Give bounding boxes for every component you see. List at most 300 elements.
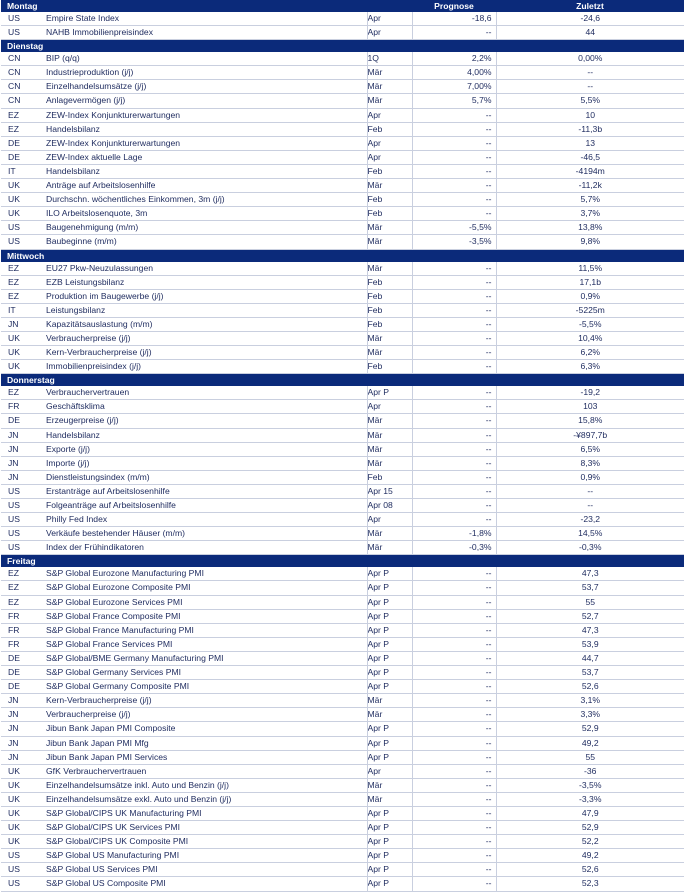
period: Apr P [367,722,412,736]
country-code: DE [1,414,39,428]
last-value: -5225m [496,303,684,317]
last-value: 13 [496,136,684,150]
last-value: -23,2 [496,513,684,527]
last-value: -11,3b [496,122,684,136]
forecast-value: 5,7% [412,94,496,108]
last-value: 3,1% [496,694,684,708]
country-code: US [1,541,39,555]
country-code: EZ [1,275,39,289]
indicator-name: Einzelhandelsumsätze (j/j) [39,80,367,94]
indicator-name: Kern-Verbraucherpreise (j/j) [39,694,367,708]
period: Apr [367,400,412,414]
indicator-name: Jibun Bank Japan PMI Mfg [39,736,367,750]
forecast-value: -- [412,736,496,750]
forecast-value: -- [412,581,496,595]
table-row [1,877,684,891]
period: Mär [367,778,412,792]
indicator-name: Erzeugerpreise (j/j) [39,414,367,428]
indicator-name: S&P Global Germany Composite PMI [39,680,367,694]
last-value: 6,5% [496,442,684,456]
period: Feb [367,289,412,303]
day-header [1,374,684,387]
country-code: US [1,499,39,513]
indicator-name: Geschäftsklima [39,400,367,414]
indicator-name: Industrieproduktion (j/j) [39,66,367,80]
country-code: UK [1,806,39,820]
day-header [1,249,684,262]
period: 1Q [367,52,412,66]
period: Apr [367,26,412,40]
forecast-value: -- [412,108,496,122]
country-code: EZ [1,595,39,609]
indicator-name: Jibun Bank Japan PMI Composite [39,722,367,736]
forecast-value: -- [412,651,496,665]
last-value: 49,2 [496,849,684,863]
period: Apr P [367,835,412,849]
last-value: -24,6 [496,12,684,26]
indicator-name: Philly Fed Index [39,513,367,527]
period: Apr P [367,849,412,863]
period: Apr P [367,736,412,750]
last-value: 52,6 [496,863,684,877]
forecast-value: -- [412,317,496,331]
calendar-body [1,0,684,891]
forecast-value: -1,8% [412,527,496,541]
period: Mär [367,414,412,428]
forecast-value: -- [412,262,496,276]
country-code: JN [1,694,39,708]
forecast-value: -- [412,150,496,164]
last-value: -- [496,80,684,94]
country-code: EZ [1,262,39,276]
indicator-name: ZEW-Index aktuelle Lage [39,150,367,164]
country-code: FR [1,623,39,637]
period: Apr [367,136,412,150]
forecast-value: -- [412,863,496,877]
last-value: -11,2k [496,179,684,193]
country-code: US [1,221,39,235]
forecast-value: -- [412,778,496,792]
country-code: DE [1,150,39,164]
last-value: -0,3% [496,541,684,555]
table-row [1,666,684,680]
table-row [1,235,684,249]
last-value: 0,00% [496,52,684,66]
last-value: 5,5% [496,94,684,108]
country-code: JN [1,708,39,722]
table-row [1,221,684,235]
table-row [1,108,684,122]
forecast-value: -- [412,428,496,442]
period: Feb [367,470,412,484]
indicator-name: Baubeginne (m/m) [39,235,367,249]
period: Apr 08 [367,499,412,513]
period: Apr P [367,651,412,665]
indicator-name: S&P Global/CIPS UK Services PMI [39,821,367,835]
period: Feb [367,275,412,289]
country-code: US [1,513,39,527]
table-row [1,637,684,651]
period: Mär [367,527,412,541]
forecast-value: -- [412,680,496,694]
indicator-name: Anlagevermögen (j/j) [39,94,367,108]
table-row [1,595,684,609]
country-code: UK [1,207,39,221]
forecast-value: -- [412,442,496,456]
period: Mär [367,235,412,249]
period: Feb [367,303,412,317]
period: Apr P [367,595,412,609]
period: Feb [367,207,412,221]
country-code: US [1,527,39,541]
period: Mär [367,456,412,470]
period: Apr 15 [367,484,412,498]
table-row [1,581,684,595]
forecast-value: -- [412,136,496,150]
last-value: 10,4% [496,331,684,345]
last-value: 9,8% [496,235,684,249]
forecast-value: -- [412,346,496,360]
last-value: -- [496,499,684,513]
period: Mär [367,346,412,360]
table-row [1,317,684,331]
table-row [1,863,684,877]
last-header: Zuletzt [496,0,684,12]
day-header [1,555,684,568]
country-code: UK [1,792,39,806]
forecast-value: -- [412,456,496,470]
indicator-name: Verbraucherpreise (j/j) [39,708,367,722]
country-code: EZ [1,567,39,581]
table-row [1,346,684,360]
country-code: US [1,12,39,26]
indicator-name: ZEW-Index Konjunkturerwartungen [39,136,367,150]
indicator-name: Kern-Verbraucherpreise (j/j) [39,346,367,360]
period: Apr P [367,609,412,623]
period: Mär [367,80,412,94]
last-value: 6,2% [496,346,684,360]
last-value: -4194m [496,164,684,178]
indicator-name: S&P Global/BME Germany Manufacturing PMI [39,651,367,665]
last-header [496,40,684,53]
last-value: 52,9 [496,722,684,736]
table-row [1,360,684,374]
period: Apr [367,12,412,26]
forecast-value: -- [412,122,496,136]
table-row [1,80,684,94]
forecast-value: 4,00% [412,66,496,80]
forecast-value: 7,00% [412,80,496,94]
last-header [496,249,684,262]
forecast-value: -- [412,637,496,651]
country-code: EZ [1,108,39,122]
indicator-name: Baugenehmigung (m/m) [39,221,367,235]
country-code: EZ [1,581,39,595]
period: Apr [367,764,412,778]
forecast-value: -- [412,835,496,849]
forecast-value: -- [412,513,496,527]
indicator-name: S&P Global Eurozone Composite PMI [39,581,367,595]
period: Apr [367,108,412,122]
forecast-value: -- [412,792,496,806]
last-value: 53,9 [496,637,684,651]
table-row [1,849,684,863]
period: Feb [367,317,412,331]
forecast-value: -- [412,400,496,414]
table-row [1,623,684,637]
forecast-value: -0,3% [412,541,496,555]
country-code: JN [1,470,39,484]
period: Mär [367,262,412,276]
indicator-name: Jibun Bank Japan PMI Services [39,750,367,764]
country-code: EZ [1,386,39,400]
table-row [1,513,684,527]
last-header [496,374,684,387]
forecast-value: -- [412,666,496,680]
forecast-value: -- [412,207,496,221]
period: Feb [367,122,412,136]
country-code: US [1,877,39,891]
indicator-name: S&P Global Eurozone Manufacturing PMI [39,567,367,581]
table-row [1,193,684,207]
table-row [1,792,684,806]
forecast-value: -- [412,750,496,764]
country-code: CN [1,80,39,94]
table-row [1,722,684,736]
period: Mär [367,66,412,80]
table-row [1,499,684,513]
forecast-value: -- [412,821,496,835]
forecast-value: -- [412,567,496,581]
indicator-name: Erstanträge auf Arbeitslosenhilfe [39,484,367,498]
indicator-name: Leistungsbilanz [39,303,367,317]
table-row [1,541,684,555]
forecast-header [412,555,496,568]
table-row [1,150,684,164]
day-name: Mittwoch [1,249,412,262]
period: Apr P [367,863,412,877]
forecast-value: -- [412,764,496,778]
table-row [1,136,684,150]
day-name: Freitag [1,555,412,568]
country-code: JN [1,442,39,456]
table-row [1,750,684,764]
period: Feb [367,164,412,178]
country-code: CN [1,52,39,66]
indicator-name: ZEW-Index Konjunkturerwartungen [39,108,367,122]
forecast-value: -- [412,303,496,317]
indicator-name: Folgeanträge auf Arbeitslosenhilfe [39,499,367,513]
last-value: 47,9 [496,806,684,820]
period: Mär [367,708,412,722]
economic-calendar-table [1,0,684,892]
indicator-name: EZB Leistungsbilanz [39,275,367,289]
forecast-value: -- [412,164,496,178]
forecast-header [412,249,496,262]
period: Feb [367,360,412,374]
table-row [1,778,684,792]
indicator-name: NAHB Immobilienpreisindex [39,26,367,40]
country-code: UK [1,346,39,360]
last-value: -46,5 [496,150,684,164]
period: Mär [367,694,412,708]
period: Mär [367,792,412,806]
period: Mär [367,541,412,555]
indicator-name: EU27 Pkw-Neuzulassungen [39,262,367,276]
country-code: DE [1,666,39,680]
table-row [1,736,684,750]
last-value: -¥897,7b [496,428,684,442]
last-value: 55 [496,595,684,609]
indicator-name: Anträge auf Arbeitslosenhilfe [39,179,367,193]
indicator-name: Handelsbilanz [39,164,367,178]
indicator-name: S&P Global US Services PMI [39,863,367,877]
indicator-name: Verbraucherpreise (j/j) [39,331,367,345]
last-value: 0,9% [496,289,684,303]
period: Apr P [367,637,412,651]
table-row [1,414,684,428]
period: Apr [367,513,412,527]
last-value: -- [496,66,684,80]
table-row [1,708,684,722]
country-code: UK [1,193,39,207]
country-code: IT [1,164,39,178]
table-row [1,442,684,456]
last-value: 44,7 [496,651,684,665]
last-value: 10 [496,108,684,122]
table-row [1,651,684,665]
indicator-name: Verkäufe bestehender Häuser (m/m) [39,527,367,541]
last-value: -3,3% [496,792,684,806]
period: Apr P [367,666,412,680]
table-row [1,122,684,136]
last-value: 6,3% [496,360,684,374]
last-value: 47,3 [496,623,684,637]
last-value: 53,7 [496,581,684,595]
forecast-value: -5,5% [412,221,496,235]
country-code: UK [1,360,39,374]
indicator-name: Index der Frühindikatoren [39,541,367,555]
day-header [1,40,684,53]
indicator-name: ILO Arbeitslosenquote, 3m [39,207,367,221]
table-row [1,764,684,778]
table-row [1,567,684,581]
forecast-value: -- [412,275,496,289]
country-code: JN [1,750,39,764]
table-row [1,806,684,820]
table-row [1,52,684,66]
country-code: US [1,863,39,877]
last-value: -3,5% [496,778,684,792]
last-value: 5,7% [496,193,684,207]
period: Apr P [367,821,412,835]
table-row [1,262,684,276]
country-code: FR [1,609,39,623]
table-row [1,303,684,317]
period: Apr P [367,386,412,400]
forecast-value: -- [412,595,496,609]
forecast-header [412,40,496,53]
forecast-value: -- [412,193,496,207]
indicator-name: S&P Global Germany Services PMI [39,666,367,680]
country-code: EZ [1,122,39,136]
last-value: 55 [496,750,684,764]
last-value: -5,5% [496,317,684,331]
indicator-name: Durchschn. wöchentliches Einkommen, 3m (j/j) [39,193,367,207]
country-code: UK [1,179,39,193]
table-row [1,179,684,193]
last-value: 0,9% [496,470,684,484]
period: Apr P [367,567,412,581]
forecast-value: -18,6 [412,12,496,26]
table-row [1,400,684,414]
last-value: 3,3% [496,708,684,722]
table-row [1,470,684,484]
table-row [1,821,684,835]
forecast-value: -- [412,289,496,303]
indicator-name: S&P Global US Manufacturing PMI [39,849,367,863]
forecast-value: -- [412,470,496,484]
forecast-value: -- [412,609,496,623]
forecast-value: -- [412,499,496,513]
forecast-value: -- [412,694,496,708]
period: Apr P [367,623,412,637]
period: Mär [367,428,412,442]
table-row [1,12,684,26]
table-row [1,207,684,221]
last-value: 13,8% [496,221,684,235]
indicator-name: Importe (j/j) [39,456,367,470]
country-code: JN [1,722,39,736]
country-code: DE [1,136,39,150]
last-value: 52,9 [496,821,684,835]
indicator-name: Einzelhandelsumsätze exkl. Auto und Benzin (j/j) [39,792,367,806]
forecast-value: -- [412,877,496,891]
table-row [1,527,684,541]
period: Mär [367,179,412,193]
table-row [1,275,684,289]
last-value: 52,7 [496,609,684,623]
forecast-value: -- [412,331,496,345]
last-value: -19,2 [496,386,684,400]
forecast-value: -- [412,849,496,863]
table-row [1,694,684,708]
indicator-name: Einzelhandelsumsätze inkl. Auto und Benzin (j/j) [39,778,367,792]
forecast-value: -- [412,722,496,736]
table-row [1,164,684,178]
country-code: US [1,849,39,863]
country-code: FR [1,637,39,651]
country-code: JN [1,428,39,442]
indicator-name: BIP (q/q) [39,52,367,66]
country-code: UK [1,331,39,345]
indicator-name: GfK Verbrauchervertrauen [39,764,367,778]
forecast-value: -- [412,414,496,428]
table-row [1,94,684,108]
forecast-value: -- [412,179,496,193]
period: Apr [367,150,412,164]
last-value: -36 [496,764,684,778]
country-code: UK [1,835,39,849]
last-header [496,555,684,568]
forecast-value: -- [412,386,496,400]
forecast-value: -- [412,806,496,820]
table-row [1,26,684,40]
period: Apr P [367,806,412,820]
day-name: Donnerstag [1,374,412,387]
table-row [1,289,684,303]
forecast-value: 2,2% [412,52,496,66]
